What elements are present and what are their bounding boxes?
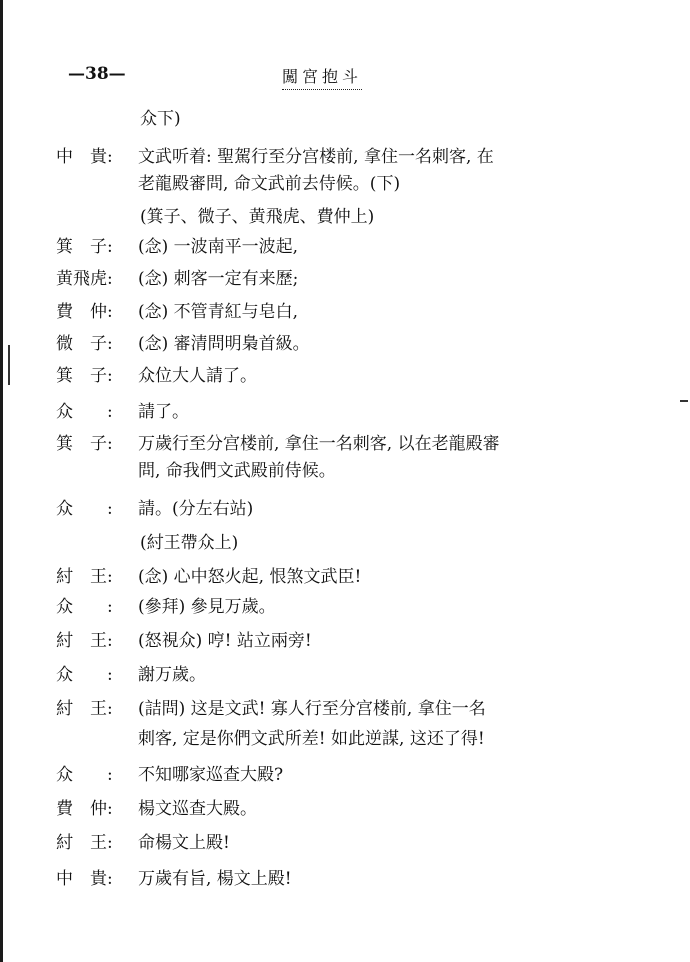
speech-text: (念) 不管青紅与皂白, <box>138 302 299 322</box>
script-line <box>0 460 690 482</box>
script-line <box>0 832 690 854</box>
speech-text: (怒視众) 哼! 站立兩旁! <box>138 631 312 651</box>
script-line <box>0 728 690 750</box>
script-line <box>0 698 690 720</box>
speech-text: 命楊文上殿! <box>138 833 230 853</box>
script-line <box>0 664 690 686</box>
speaker-name: 众 : <box>56 597 113 617</box>
script-line <box>0 206 690 228</box>
speech-text: (念) 心中怒火起, 恨煞文武臣! <box>138 567 362 587</box>
speaker-name: 微 子: <box>56 334 113 354</box>
speech-text: (參拜) 參見万歲。 <box>138 597 276 617</box>
script-line <box>0 433 690 455</box>
speaker-name: 紂 王: <box>56 567 113 587</box>
script-line <box>0 498 690 520</box>
speech-text: 不知哪家巡查大殿? <box>138 765 284 785</box>
script-line <box>0 333 690 355</box>
speech-text: 楊文巡查大殿。 <box>138 799 257 819</box>
running-title: 闖宮抱斗 <box>282 64 362 90</box>
script-line <box>0 301 690 323</box>
speaker-name: 众 : <box>56 665 113 685</box>
script-line <box>0 532 690 554</box>
script-line <box>0 108 690 130</box>
speaker-name: 众 : <box>56 765 113 785</box>
speaker-name: 黄飛虎: <box>56 269 113 289</box>
script-line <box>0 146 690 168</box>
speaker-name: 紂 王: <box>56 699 113 719</box>
speech-text: (念) 審清問明梟首級。 <box>138 334 310 354</box>
speech-text: 請。(分左右站) <box>138 499 254 519</box>
speech-continuation: 問, 命我們文武殿前侍候。 <box>138 461 336 481</box>
script-line <box>0 596 690 618</box>
script-line <box>0 401 690 423</box>
script-line <box>0 764 690 786</box>
script-line <box>0 630 690 652</box>
speaker-name: 众 : <box>56 499 113 519</box>
speech-text: (念) 一波南平一波起, <box>138 237 299 257</box>
speaker-name: 費 仲: <box>56 302 113 322</box>
script-line <box>0 236 690 258</box>
speaker-name: 費 仲: <box>56 799 113 819</box>
stage-direction: (箕子、微子、黄飛虎、費仲上) <box>140 207 375 227</box>
stage-direction: (紂王帶众上) <box>140 533 239 553</box>
speaker-name: 箕 子: <box>56 237 113 257</box>
script-line <box>0 798 690 820</box>
speech-text: 万歲行至分宫楼前, 拿住一名刺客, 以在老龍殿審 <box>138 434 500 454</box>
script-line <box>0 173 690 195</box>
speech-text: 謝万歲。 <box>138 665 206 685</box>
speech-text: (詰問) 这是文武! 寡人行至分宫楼前, 拿住一名 <box>138 699 486 719</box>
speech-text: 請了。 <box>138 402 189 422</box>
speech-text: 文武听着: 聖駕行至分宫楼前, 拿住一名刺客, 在 <box>138 147 494 167</box>
script-line <box>0 566 690 588</box>
speaker-name: 紂 王: <box>56 833 113 853</box>
speaker-name: 箕 子: <box>56 366 113 386</box>
speech-text: (念) 刺客一定有来歷; <box>138 269 299 289</box>
speech-text: 众位大人請了。 <box>138 366 257 386</box>
script-line <box>0 365 690 387</box>
speaker-name: 箕 子: <box>56 434 113 454</box>
speaker-name: 中 貴: <box>56 147 113 167</box>
speaker-name: 紂 王: <box>56 631 113 651</box>
speech-text: 万歲有旨, 楊文上殿! <box>138 869 292 889</box>
speech-continuation: 刺客, 定是你們文武所差! 如此逆謀, 这还了得! <box>138 729 485 749</box>
speaker-name: 众 : <box>56 402 113 422</box>
speaker-name: 中 貴: <box>56 869 113 889</box>
speech-continuation: 老龍殿審問, 命文武前去侍候。(下) <box>138 174 401 194</box>
stage-direction: 众下) <box>140 109 181 129</box>
script-line <box>0 868 690 890</box>
page-number: —38— <box>68 64 126 84</box>
page-header <box>0 64 690 90</box>
script-line <box>0 268 690 290</box>
